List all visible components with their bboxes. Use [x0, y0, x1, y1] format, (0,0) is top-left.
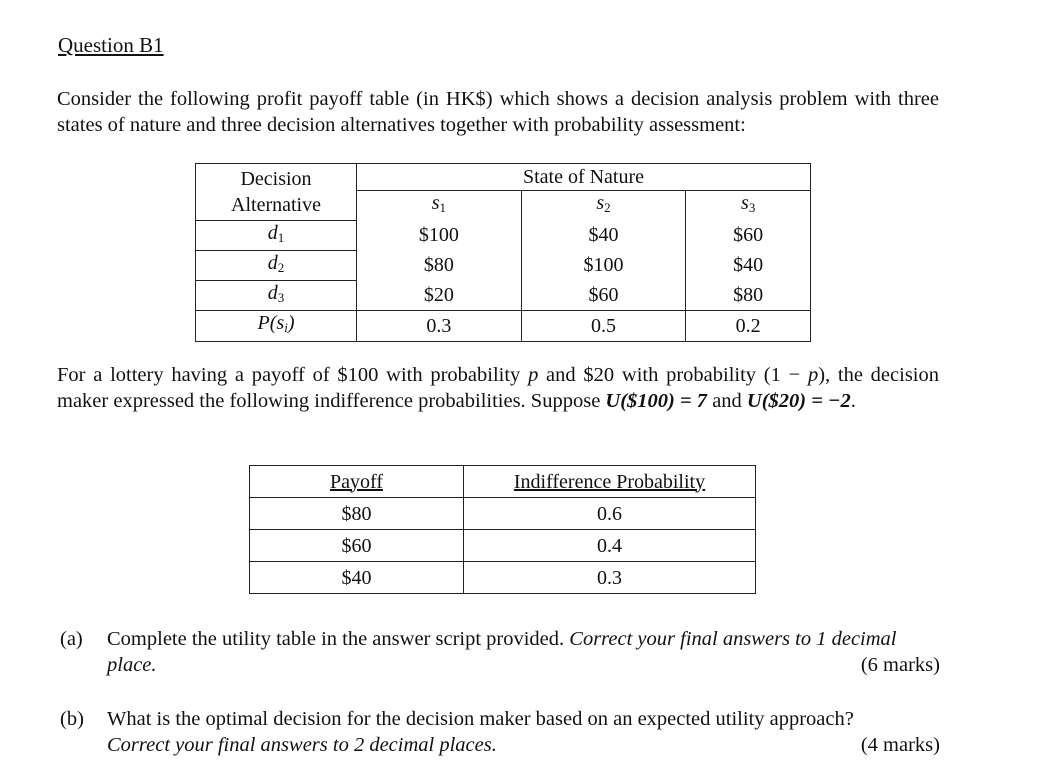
table-row: [250, 530, 756, 562]
decision-d2-name: d: [267, 251, 278, 274]
indifference-header-row: [250, 466, 756, 498]
lottery-p: p: [528, 364, 539, 386]
payoff-cell: $40: [521, 220, 686, 250]
payoff-cell: $100: [521, 250, 686, 280]
intro-paragraph: Consider the following profit payoff table (in HK$) which shows a decision analysis problem with three states of nature and three decision alternatives together with probability assessment:: [57, 88, 939, 136]
utility-20: U($20) = −2: [746, 390, 851, 412]
table-row: [196, 250, 811, 280]
payoff-cell: $100: [357, 220, 522, 250]
payoff-header-text: Payoff: [330, 470, 383, 493]
question-a-marks: (6 marks): [860, 654, 940, 676]
state-s3-sub: 3: [748, 200, 756, 215]
payoff-value: $60: [250, 530, 464, 562]
indifference-table: [249, 465, 756, 594]
state-s2-sub: 2: [604, 200, 611, 215]
probability-cell: 0.3: [357, 310, 522, 341]
probability-cell: 0.5: [521, 310, 686, 341]
decision-d3-sub: 3: [277, 289, 285, 305]
probability-label-sub: i: [284, 320, 288, 335]
state-s2-name: s: [596, 192, 605, 214]
payoff-cell: $80: [357, 250, 522, 280]
payoff-header: [250, 466, 464, 498]
decision-d1: [196, 220, 357, 250]
lottery-text-1: For a lottery having a payoff of $100 with probability: [57, 364, 529, 386]
state-s1: [357, 191, 522, 221]
payoff-cell: $80: [686, 280, 811, 310]
question-a-body: [107, 626, 939, 678]
payoff-cell: $40: [686, 250, 811, 280]
probability-row: [196, 310, 811, 341]
indifference-header-text: Indifference Probability: [513, 470, 706, 493]
question-a-text: Complete the utility table in the answer script provided.: [107, 628, 570, 650]
indifference-value: 0.6: [464, 498, 756, 530]
decision-d1-name: d: [267, 221, 278, 244]
question-heading: Question B1: [58, 33, 164, 57]
question-b-marks: (4 marks): [860, 734, 940, 756]
state-s3: [686, 191, 811, 221]
lottery-paragraph: [57, 362, 939, 414]
state-s1-sub: 1: [439, 200, 446, 215]
lottery-text-3: ), the decision maker expressed the following indifference probabilities. Suppose: [57, 364, 939, 412]
question-a-label: (a): [60, 628, 83, 650]
payoff-value: $80: [250, 498, 464, 530]
payoff-cell: $20: [357, 280, 522, 310]
probability-label-end: ): [287, 312, 295, 334]
question-a-instruction: Correct your final answers to 1 decimal place.: [107, 628, 897, 676]
question-b-text: What is the optimal decision for the decision maker based on an expected utility approach?: [107, 708, 854, 730]
indifference-probability-header: [464, 466, 756, 498]
utility-100: U($100) = 7: [605, 390, 708, 412]
lottery-p2: p: [807, 364, 819, 386]
question-b-label: (b): [60, 708, 84, 730]
corner-label-line1: Decision: [240, 167, 312, 190]
lottery-and: and: [707, 390, 747, 412]
indifference-value: 0.4: [464, 530, 756, 562]
payoff-cell: $60: [521, 280, 686, 310]
state-of-nature-header: State of Nature: [357, 164, 811, 191]
decision-d2-sub: 2: [277, 259, 285, 275]
decision-d1-sub: 1: [277, 229, 285, 245]
state-s3-name: s: [741, 192, 749, 214]
lottery-end: .: [850, 390, 856, 412]
payoff-header-row: [196, 164, 811, 191]
question-b-body: [107, 706, 939, 758]
probability-label: [196, 310, 357, 341]
table-row: [250, 562, 756, 594]
decision-d2: [196, 250, 357, 280]
question-a: [60, 626, 940, 686]
payoff-cell: $60: [686, 220, 811, 250]
lottery-text-2: and $20 with probability (1 −: [538, 364, 808, 386]
payoff-table: [195, 163, 811, 342]
question-b: [60, 706, 940, 766]
state-s2: [521, 191, 686, 221]
decision-alternative-header: [196, 164, 357, 221]
table-row: [196, 220, 811, 250]
corner-label-line2: Alternative: [231, 193, 321, 216]
decision-d3: [196, 280, 357, 310]
indifference-value: 0.3: [464, 562, 756, 594]
probability-label-main: P(s: [257, 312, 285, 334]
probability-cell: 0.2: [686, 310, 811, 341]
payoff-value: $40: [250, 562, 464, 594]
state-s1-name: s: [431, 192, 440, 214]
table-row: [250, 498, 756, 530]
table-row: [196, 280, 811, 310]
decision-d3-name: d: [267, 281, 278, 304]
question-b-instruction: Correct your final answers to 2 decimal places.: [107, 734, 497, 756]
